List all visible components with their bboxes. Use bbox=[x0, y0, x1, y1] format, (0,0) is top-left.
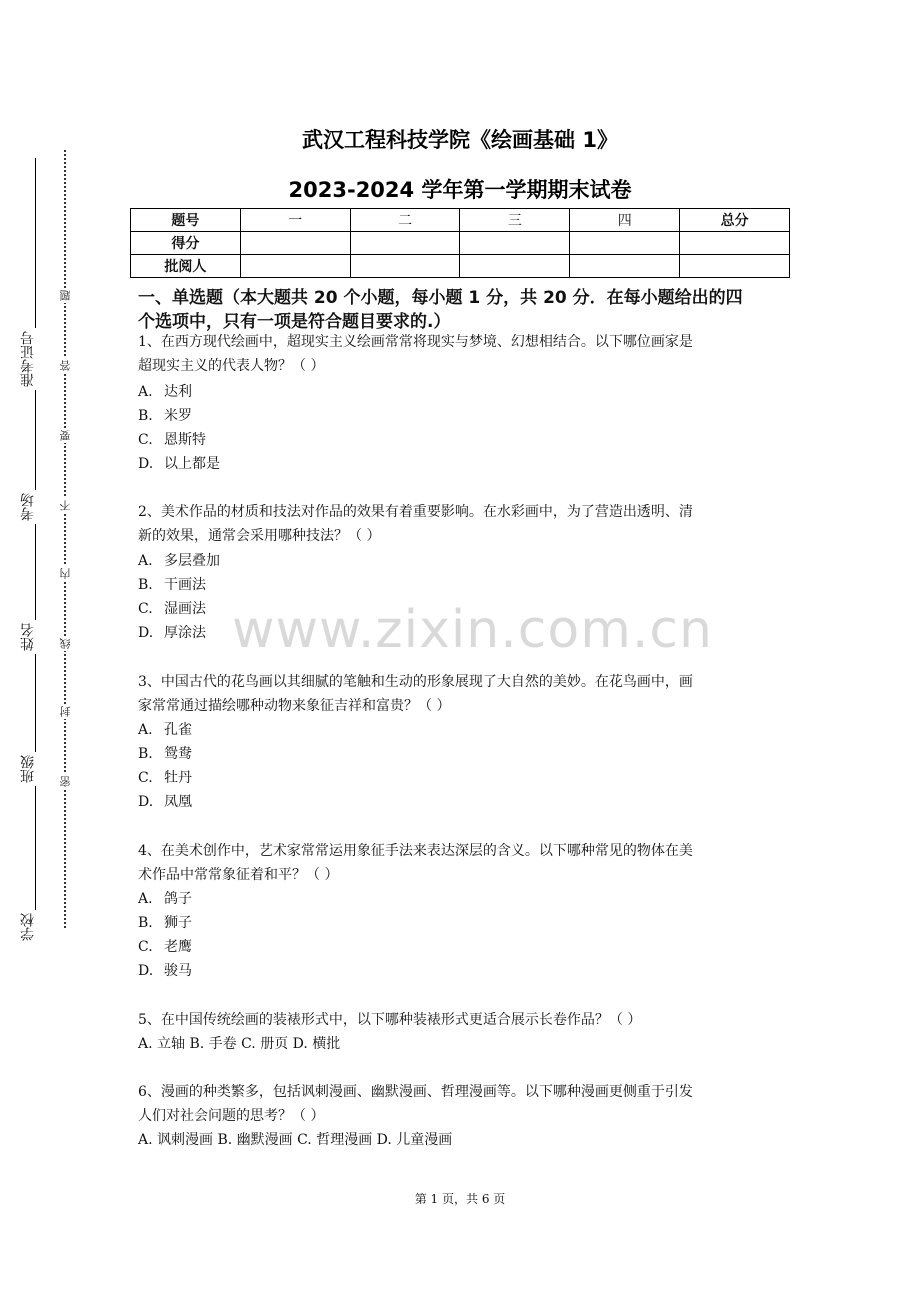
option-text: 老鹰 bbox=[164, 939, 192, 955]
option-q2-a[interactable] bbox=[138, 549, 220, 573]
score-row-label: 得分 bbox=[131, 232, 241, 255]
score-cell-empty[interactable] bbox=[350, 255, 460, 278]
option-q2-b[interactable] bbox=[138, 573, 206, 597]
option-q1-a[interactable] bbox=[138, 380, 192, 404]
margin-field-name: 姓名 bbox=[18, 620, 38, 654]
score-cell-empty[interactable] bbox=[680, 255, 790, 278]
score-cell: 四 bbox=[570, 209, 680, 232]
option-text: 骏马 bbox=[164, 963, 192, 979]
score-cell-empty[interactable] bbox=[460, 232, 570, 255]
option-text: 凤凰 bbox=[164, 794, 192, 810]
option-letter: B. bbox=[138, 577, 153, 593]
option-letter: C. bbox=[138, 601, 153, 617]
option-letter: C. bbox=[138, 939, 153, 955]
question-text: 6、漫画的种类繁多，包括讽刺漫画、幽默漫画、哲理漫画等。以下哪种漫画更侧重于引发 bbox=[138, 1084, 693, 1100]
question-5 bbox=[138, 1008, 793, 1032]
option-text: 达利 bbox=[164, 384, 192, 400]
question-text: 5、在中国传统绘画的装裱形式中，以下哪种装裱形式更适合展示长卷作品？（ ） bbox=[138, 1012, 642, 1028]
score-table-row bbox=[131, 255, 790, 278]
option-letter: D. bbox=[138, 456, 154, 472]
option-text: 孔雀 bbox=[164, 722, 192, 738]
question-text: 人们对社会问题的思考？（ ） bbox=[138, 1108, 325, 1124]
margin-field-exam-room: 考场 bbox=[18, 490, 38, 524]
option-letter: B. bbox=[138, 746, 153, 762]
question-text: 4、在美术创作中，艺术家常常运用象征手法来表达深层的含义。以下哪种常见的物体在美 bbox=[138, 843, 693, 859]
question-text: 超现实主义的代表人物？（ ） bbox=[138, 358, 325, 374]
option-q2-c[interactable] bbox=[138, 597, 206, 621]
score-table-header-row bbox=[131, 209, 790, 232]
option-letter: D. bbox=[138, 794, 154, 810]
option-q4-a[interactable] bbox=[138, 887, 192, 911]
question-6 bbox=[138, 1080, 793, 1128]
margin-field-school: 学校 bbox=[18, 910, 38, 944]
question-text: 1、在西方现代绘画中，超现实主义绘画常常将现实与梦境、幻想相结合。以下哪位画家是 bbox=[138, 334, 693, 350]
page-footer: 第 1 页，共 6 页 bbox=[414, 1192, 506, 1206]
watermark: www.zixin.com.cn bbox=[232, 600, 713, 660]
score-cell: 二 bbox=[350, 209, 460, 232]
score-cell-empty[interactable] bbox=[570, 232, 680, 255]
margin-binding-line bbox=[35, 158, 36, 930]
option-text: 多层叠加 bbox=[164, 553, 220, 569]
option-q3-a[interactable] bbox=[138, 718, 192, 742]
option-text: 牡丹 bbox=[164, 770, 192, 786]
score-row-label: 批阅人 bbox=[131, 255, 241, 278]
option-q1-c[interactable] bbox=[138, 428, 206, 452]
seal-char: 封 bbox=[59, 706, 72, 717]
option-letter: A. bbox=[138, 384, 153, 400]
option-text: 狮子 bbox=[164, 915, 192, 931]
option-text: 厚涂法 bbox=[164, 625, 206, 641]
section-heading-line: 个选项中，只有一项是符合题目要求的.） bbox=[138, 312, 451, 332]
option-q3-b[interactable] bbox=[138, 742, 192, 766]
seal-char: 不 bbox=[59, 500, 72, 511]
option-text: 米罗 bbox=[164, 408, 192, 424]
option-letter: D. bbox=[138, 963, 154, 979]
option-letter: B. bbox=[138, 915, 153, 931]
option-q4-d[interactable] bbox=[138, 959, 192, 983]
option-q1-d[interactable] bbox=[138, 452, 220, 476]
option-letter: D. bbox=[138, 625, 154, 641]
score-table bbox=[130, 208, 790, 278]
option-text: 鸽子 bbox=[164, 891, 192, 907]
margin-field-class: 班级 bbox=[18, 752, 38, 786]
seal-char: 答 bbox=[59, 360, 72, 371]
option-text: 湿画法 bbox=[164, 601, 206, 617]
section-heading bbox=[138, 286, 798, 334]
question-2 bbox=[138, 500, 793, 548]
option-q4-b[interactable] bbox=[138, 911, 192, 935]
seal-char: 密 bbox=[59, 776, 72, 787]
option-text: 干画法 bbox=[164, 577, 206, 593]
options-q5[interactable]: A. 立轴 B. 手卷 C. 册页 D. 横批 bbox=[138, 1036, 341, 1052]
question-text: 新的效果，通常会采用哪种技法？（ ） bbox=[138, 528, 381, 544]
option-q3-c[interactable] bbox=[138, 766, 192, 790]
option-letter: C. bbox=[138, 770, 153, 786]
question-4 bbox=[138, 839, 793, 887]
score-cell: 三 bbox=[460, 209, 570, 232]
question-text: 术作品中常常象征着和平？（ ） bbox=[138, 867, 339, 883]
seal-char: 要 bbox=[59, 430, 72, 441]
option-q1-b[interactable] bbox=[138, 404, 192, 428]
question-text: 家常常通过描绘哪种动物来象征吉祥和富贵？（ ） bbox=[138, 698, 451, 714]
score-table-row bbox=[131, 232, 790, 255]
option-text: 恩斯特 bbox=[164, 432, 206, 448]
margin-field-exam-number: 准考证号 bbox=[18, 328, 38, 390]
exam-title: 武汉工程科技学院《绘画基础 1》 bbox=[302, 128, 618, 152]
question-3 bbox=[138, 670, 793, 718]
score-cell-empty[interactable] bbox=[240, 255, 350, 278]
seal-char: 题 bbox=[59, 290, 72, 301]
section-heading-line: 一、单选题（本大题共 20 个小题，每小题 1 分，共 20 分．在每小题给出的四 bbox=[138, 288, 743, 308]
question-1 bbox=[138, 330, 793, 378]
option-letter: A. bbox=[138, 891, 153, 907]
score-cell-empty[interactable] bbox=[460, 255, 570, 278]
option-text: 以上都是 bbox=[164, 456, 220, 472]
seal-char: 内 bbox=[59, 568, 72, 579]
option-q2-d[interactable] bbox=[138, 621, 206, 645]
option-q4-c[interactable] bbox=[138, 935, 192, 959]
option-letter: B. bbox=[138, 408, 153, 424]
score-cell: 题号 bbox=[131, 209, 241, 232]
score-cell-empty[interactable] bbox=[680, 232, 790, 255]
score-cell-empty[interactable] bbox=[240, 232, 350, 255]
margin-seal-dotted-line bbox=[64, 150, 66, 928]
options-q6[interactable]: A. 讽刺漫画 B. 幽默漫画 C. 哲理漫画 D. 儿童漫画 bbox=[138, 1132, 453, 1148]
option-text: 鸳鸯 bbox=[164, 746, 192, 762]
option-q3-d[interactable] bbox=[138, 790, 192, 814]
seal-char: 线 bbox=[59, 638, 72, 649]
question-text: 2、美术作品的材质和技法对作品的效果有着重要影响。在水彩画中，为了营造出透明、清 bbox=[138, 504, 693, 520]
exam-subtitle: 2023-2024 学年第一学期期末试卷 bbox=[288, 178, 632, 202]
score-cell: 总分 bbox=[680, 209, 790, 232]
option-letter: A. bbox=[138, 722, 153, 738]
score-cell-empty[interactable] bbox=[570, 255, 680, 278]
score-cell: 一 bbox=[240, 209, 350, 232]
option-letter: A. bbox=[138, 553, 153, 569]
question-text: 3、中国古代的花鸟画以其细腻的笔触和生动的形象展现了大自然的美妙。在花鸟画中，画 bbox=[138, 674, 693, 690]
score-cell-empty[interactable] bbox=[350, 232, 460, 255]
option-letter: C. bbox=[138, 432, 153, 448]
